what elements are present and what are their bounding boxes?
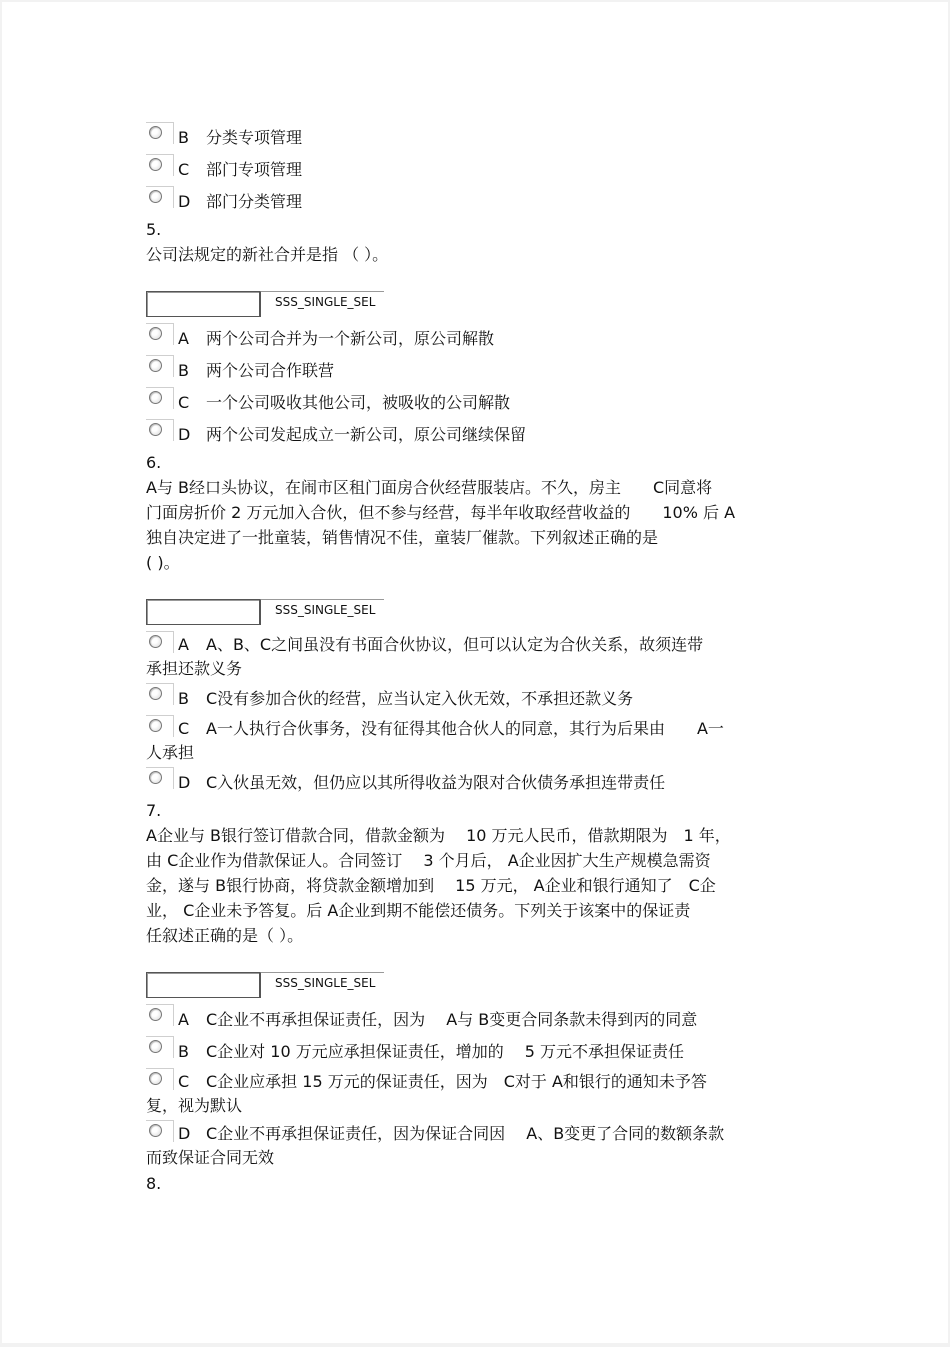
option-text: C入伙虽无效，但仍应以其所得收益为限对合伙债务承担连带责任 <box>206 773 666 792</box>
option-a[interactable] <box>146 321 816 353</box>
option-c[interactable] <box>146 152 816 184</box>
option-a[interactable] <box>146 1002 816 1034</box>
radio-button[interactable] <box>146 1068 174 1090</box>
question-text-line: A与 B经口头协议，在闹市区租门面房合伙经营服装店。不久，房主 C同意将 <box>146 478 713 497</box>
question-text: 公司法规定的新社合并是指 （ ）。 <box>146 245 389 264</box>
option-d[interactable] <box>146 765 816 797</box>
option-text: 两个公司发起成立一新公司，原公司继续保留 <box>206 425 527 444</box>
radio-button[interactable] <box>146 1004 174 1026</box>
answer-input[interactable] <box>146 972 260 998</box>
radio-button[interactable] <box>146 186 174 208</box>
option-c[interactable] <box>146 1066 816 1118</box>
question-number: 8. <box>146 1174 162 1193</box>
option-d[interactable] <box>146 1118 816 1170</box>
option-text: 部门分类管理 <box>206 192 303 211</box>
question-list <box>146 120 816 1196</box>
option-letter: A <box>178 1010 189 1029</box>
radio-button[interactable] <box>146 387 174 409</box>
radio-button[interactable] <box>146 1036 174 1058</box>
question-text-line: 由 C企业作为借款保证人。合同签订 3 个月后， A企业因扩大生产规模急需资 <box>146 851 711 870</box>
option-letter: B <box>178 1042 189 1061</box>
answer-type-label: SSS_SINGLE_SEL <box>260 972 384 998</box>
option-letter: C <box>178 719 190 738</box>
option-letter: D <box>178 192 191 211</box>
question-text-line: 金，遂与 B银行协商，将贷款金额增加到 15 万元， A企业和银行通知了 C企 <box>146 876 716 895</box>
option-letter: A <box>178 635 189 654</box>
option-text-continued: 复，视为默认 <box>146 1096 243 1115</box>
question-number: 6. <box>146 453 162 472</box>
option-letter: D <box>178 1124 191 1143</box>
question-text-line: 业， C企业未予答复。后 A企业到期不能偿还债务。下列关于该案中的保证责 <box>146 901 691 920</box>
question-6 <box>146 451 816 797</box>
question-number: 7. <box>146 801 162 820</box>
answer-type-label: SSS_SINGLE_SEL <box>260 599 384 625</box>
answer-row <box>146 291 816 319</box>
question-text-line: 任叙述正确的是（ ）。 <box>146 926 304 945</box>
option-text: C企业不再承担保证责任，因为保证合同因 A、B变更了合同的数额条款 <box>206 1124 725 1143</box>
option-text: 部门专项管理 <box>206 160 303 179</box>
question-text-line: ( )。 <box>146 553 180 572</box>
answer-row <box>146 972 816 1000</box>
radio-button[interactable] <box>146 1120 174 1142</box>
option-text: C企业对 10 万元应承担保证责任，增加的 5 万元不承担保证责任 <box>206 1042 685 1061</box>
option-letter: B <box>178 361 189 380</box>
option-b[interactable] <box>146 681 816 713</box>
option-c[interactable] <box>146 713 816 765</box>
option-letter: B <box>178 128 189 147</box>
question-number: 5. <box>146 220 162 239</box>
question-text-line: 独自决定进了一批童装，销售情况不佳，童装厂催款。下列叙述正确的是 <box>146 528 659 547</box>
option-text: 两个公司合作联营 <box>206 361 335 380</box>
option-text-continued: 而致保证合同无效 <box>146 1148 275 1167</box>
option-text: A一人执行合伙事务，没有征得其他合伙人的同意，其行为后果由 A一 <box>206 719 724 738</box>
radio-button[interactable] <box>146 767 174 789</box>
question-7 <box>146 799 816 1170</box>
option-text: 分类专项管理 <box>206 128 303 147</box>
radio-button[interactable] <box>146 683 174 705</box>
answer-type-label: SSS_SINGLE_SEL <box>260 291 384 317</box>
option-text: A、B、C之间虽没有书面合伙协议，但可以认定为合伙关系，故须连带 <box>206 635 704 654</box>
option-c[interactable] <box>146 385 816 417</box>
option-b[interactable] <box>146 1034 816 1066</box>
document-page <box>2 2 948 1343</box>
option-b[interactable] <box>146 353 816 385</box>
option-text: C企业应承担 15 万元的保证责任，因为 C对于 A和银行的通知未予答 <box>206 1072 707 1091</box>
option-d[interactable] <box>146 417 816 449</box>
radio-button[interactable] <box>146 122 174 144</box>
option-d[interactable] <box>146 184 816 216</box>
question-text-line: 门面房折价 2 万元加入合伙，但不参与经营，每半年收取经营收益的 10% 后 A <box>146 503 736 522</box>
radio-button[interactable] <box>146 154 174 176</box>
answer-row <box>146 599 816 627</box>
question-4-options <box>146 120 816 216</box>
radio-button[interactable] <box>146 323 174 345</box>
radio-button[interactable] <box>146 355 174 377</box>
option-text: 两个公司合并为一个新公司，原公司解散 <box>206 329 495 348</box>
question-8 <box>146 1172 816 1196</box>
option-letter: D <box>178 773 191 792</box>
question-text-line: A企业与 B银行签订借款合同，借款金额为 10 万元人民币，借款期限为 1 年， <box>146 826 731 845</box>
answer-input[interactable] <box>146 599 260 625</box>
option-letter: C <box>178 1072 190 1091</box>
radio-button[interactable] <box>146 419 174 441</box>
answer-input[interactable] <box>146 291 260 317</box>
option-letter: C <box>178 160 190 179</box>
option-a[interactable] <box>146 629 816 681</box>
option-text: C没有参加合伙的经营，应当认定入伙无效，不承担还款义务 <box>206 689 634 708</box>
option-text: 一个公司吸收其他公司，被吸收的公司解散 <box>206 393 511 412</box>
option-text-continued: 承担还款义务 <box>146 659 243 678</box>
option-b[interactable] <box>146 120 816 152</box>
option-letter: A <box>178 329 189 348</box>
option-text-continued: 人承担 <box>146 743 195 762</box>
option-text: C企业不再承担保证责任，因为 A与 B变更合同条款未得到丙的同意 <box>206 1010 698 1029</box>
radio-button[interactable] <box>146 631 174 653</box>
option-letter: C <box>178 393 190 412</box>
option-letter: B <box>178 689 189 708</box>
radio-button[interactable] <box>146 715 174 737</box>
option-letter: D <box>178 425 191 444</box>
question-5 <box>146 218 816 449</box>
